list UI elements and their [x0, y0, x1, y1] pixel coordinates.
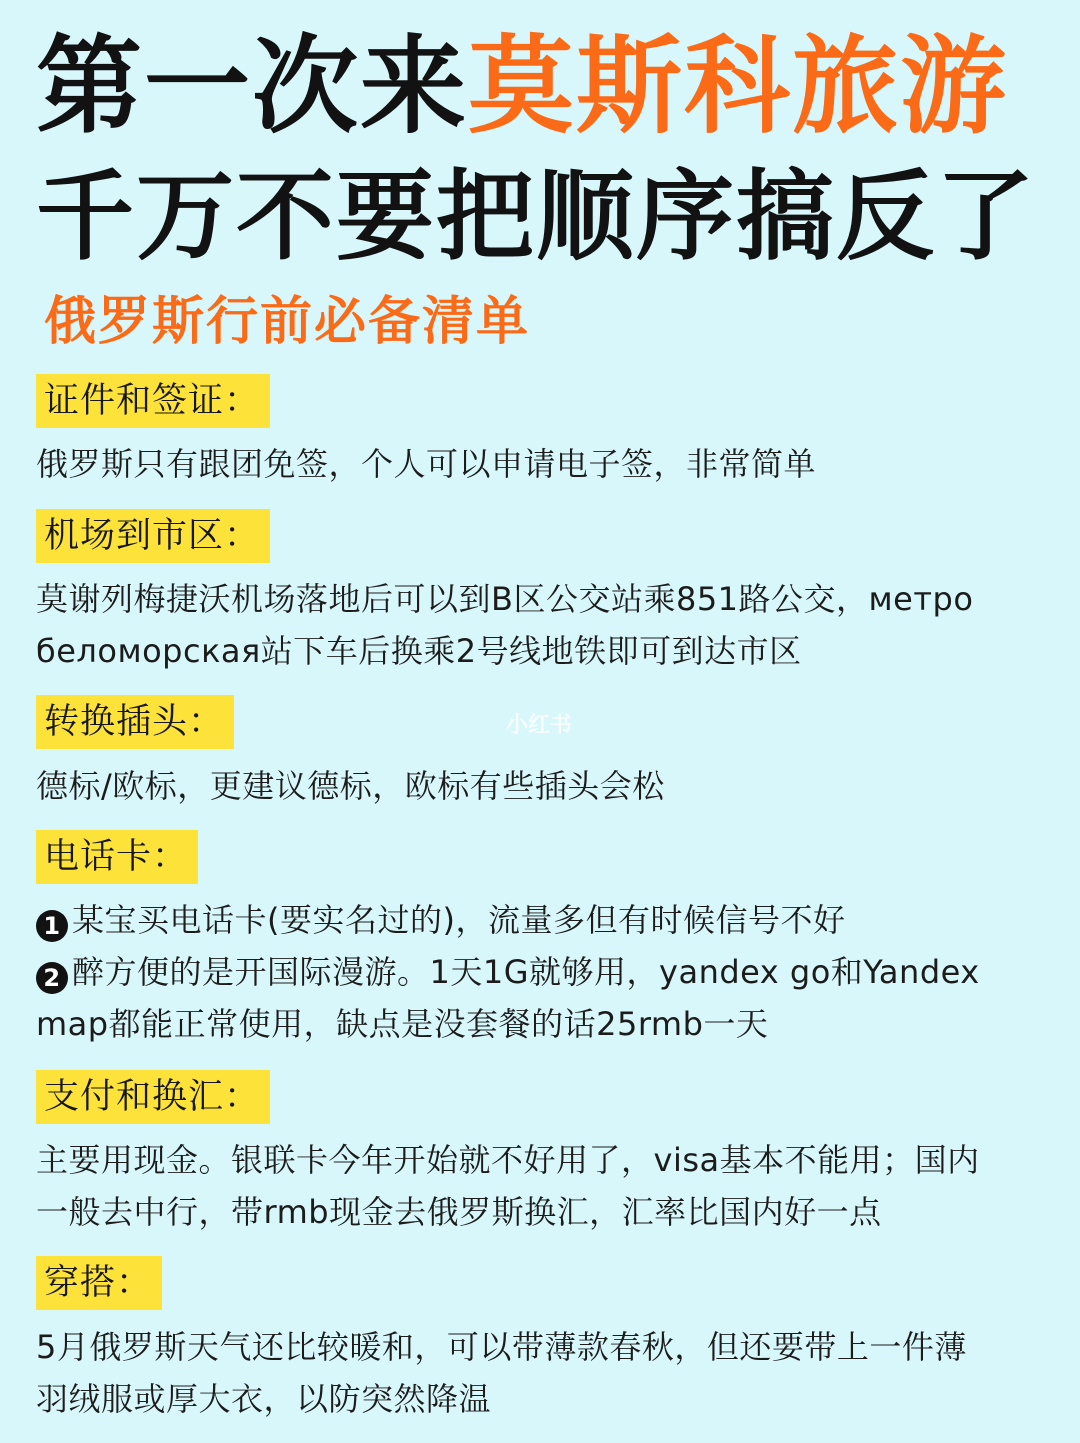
number-1-bullet-icon: 1 [36, 910, 68, 942]
section-text-sim-line-3: map都能正常使用，缺点是没套餐的话25rmb一天 [36, 1005, 769, 1043]
section-text-airport-line-2: беломорская站下车后换乘2号线地铁即可到达市区 [36, 632, 802, 670]
sim-item-1-text: 某宝买电话卡(要实名过的)，流量多但有时候信号不好 [72, 901, 846, 939]
sim-item-2-text: 醉方便的是开国际漫游。1天1G就够用，yandex go和Yandex [72, 953, 980, 991]
section-label-visa: 证件和签证： [36, 374, 270, 428]
section-text-payment-line-2: 一般去中行，带rmb现金去俄罗斯换汇，汇率比国内好一点 [36, 1193, 882, 1231]
section-label-plug: 转换插头： [36, 695, 234, 749]
headline-line-1 [36, 25, 1008, 148]
section-text-visa-line-1: 俄罗斯只有跟团免签，个人可以申请电子签，非常简单 [36, 445, 817, 483]
headline-accent: 莫斯科旅游 [468, 25, 1008, 148]
section-label-sim: 电话卡： [36, 830, 198, 884]
section-text-clothing-line-1: 5月俄罗斯天气还比较暖和，可以带薄款春秋，但还要带上一件薄 [36, 1328, 967, 1366]
section-text-sim-line-2 [36, 953, 980, 994]
section-text-airport-line-1: 莫谢列梅捷沃机场落地后可以到B区公交站乘851路公交，метро [36, 580, 974, 618]
headline-prefix: 第一次来 [36, 25, 468, 148]
number-2-bullet-icon: 2 [36, 962, 68, 994]
section-text-payment-line-1: 主要用现金。银联卡今年开始就不好用了，visa基本不能用；国内 [36, 1141, 980, 1179]
section-label-payment: 支付和换汇： [36, 1070, 270, 1124]
section-label-clothing: 穿搭： [36, 1256, 162, 1310]
section-text-sim-line-1 [36, 901, 846, 942]
section-text-clothing-line-2: 羽绒服或厚大衣，以防突然降温 [36, 1380, 492, 1418]
section-label-airport: 机场到市区： [36, 509, 270, 563]
section-text-plug-line-1: 德标/欧标，更建议德标，欧标有些插头会松 [36, 767, 665, 805]
subtitle: 俄罗斯行前必备清单 [44, 292, 531, 352]
watermark: 小红书 [506, 713, 573, 738]
headline-line-2: 千万不要把顺序搞反了 [36, 160, 1037, 274]
